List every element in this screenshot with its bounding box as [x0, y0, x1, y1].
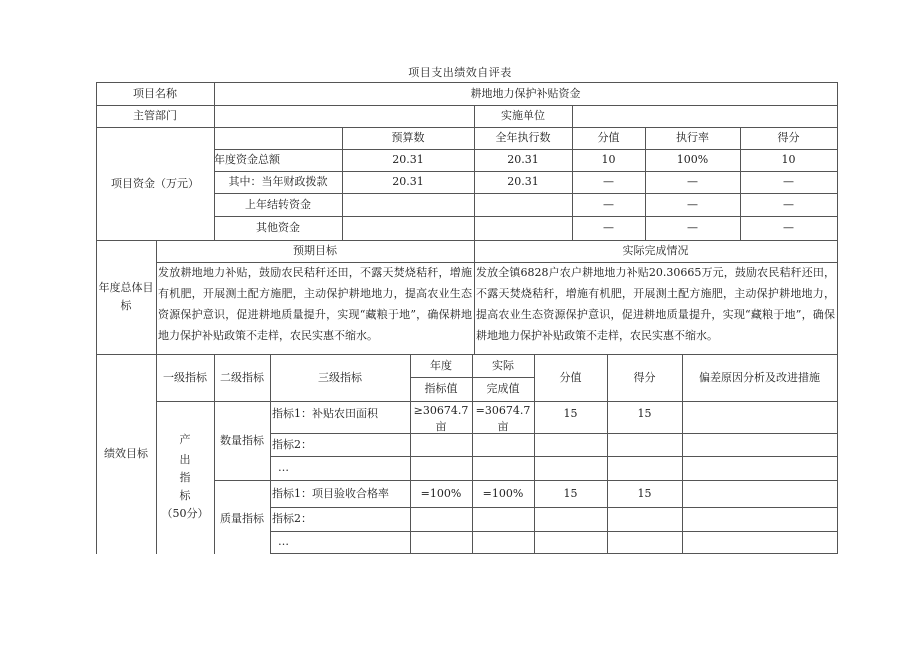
indicator-target [410, 531, 472, 553]
funds-row-label: 年度资金总额 [214, 153, 280, 167]
indicator-score-value [534, 433, 607, 456]
indicator-name: 指标1：项目验收合格率 [272, 486, 389, 500]
level2-quality: 质量指标 [220, 512, 264, 525]
indicator-score [607, 456, 682, 480]
funds-row-executed: 20.31 [507, 175, 539, 189]
level2-quantity: 数量指标 [220, 433, 264, 447]
indicator-analysis [682, 507, 837, 531]
header-score-value: 分值 [559, 370, 582, 384]
header-actual: 实际 [492, 358, 514, 372]
indicator-score-value [534, 456, 607, 480]
indicator-actual [472, 456, 534, 480]
funds-row-label: 其他资金 [256, 221, 300, 235]
indicator-actual [472, 433, 534, 456]
funds-header-score-value: 分值 [597, 131, 620, 145]
indicator-name: 指标1：补贴农田面积 [272, 407, 378, 420]
indicator-analysis [682, 433, 837, 456]
output-indicator-label [156, 401, 214, 554]
funds-section-label: 项目资金（万元） [111, 176, 199, 190]
indicator-analysis [682, 456, 837, 480]
expected-goal-header: 预期目标 [293, 244, 337, 258]
indicator-score [607, 433, 682, 456]
header-annual-sub: 指标值 [424, 382, 458, 396]
header-level1: 一级指标 [163, 370, 207, 384]
expected-goal-text: 发放耕地地力补贴，鼓励农民秸秆还田，不露天焚烧秸秆，增施有机肥，开展测土配方施肥，主动保护耕地地力，提高农业生态资源保护意识，促进耕地质量提升，实现“藏粮于地”，确保耕地地力保护补贴政策不走样，农民实惠不缩水。 [158, 266, 472, 342]
output-label-char: 产 [179, 433, 191, 446]
indicator-score: 15 [637, 407, 652, 420]
dept-label: 主管部门 [133, 109, 177, 123]
funds-row-score: — [783, 175, 794, 189]
performance-section-label: 绩效目标 [104, 447, 148, 461]
actual-result-header: 实际完成情况 [622, 244, 689, 258]
indicator-target [410, 507, 472, 531]
indicator-score [607, 531, 682, 553]
funds-row-score: — [783, 221, 794, 235]
header-level3: 三级指标 [318, 370, 362, 384]
indicator-actual: =30674.7亩 [475, 404, 531, 433]
header-analysis: 偏差原因分析及改进措施 [699, 370, 820, 384]
funds-row-label: 其中：当年财政拨款 [228, 175, 328, 189]
project-name-value: 耕地地力保护补贴资金 [470, 86, 581, 100]
funds-row-label: 上年结转资金 [245, 197, 311, 211]
indicator-analysis [682, 480, 837, 507]
funds-header-executed: 全年执行数 [495, 131, 551, 145]
funds-row-rate: — [687, 221, 698, 235]
header-actual-sub: 完成值 [486, 382, 520, 396]
header-score: 得分 [633, 370, 656, 384]
indicator-score [607, 507, 682, 531]
header-annual: 年度 [430, 358, 452, 372]
annual-goals-label: 年度总体目标 [98, 281, 154, 312]
funds-row-score: 10 [781, 153, 796, 167]
funds-row-budget [342, 216, 474, 240]
funds-row-executed [474, 193, 572, 216]
funds-header-score: 得分 [777, 131, 800, 145]
indicator-target: ≥30674.7亩 [413, 404, 469, 433]
unit-label: 实施单位 [501, 109, 545, 123]
indicator-actual: =100% [482, 486, 524, 500]
indicator-name: … [278, 535, 289, 549]
funds-row-rate: — [687, 175, 698, 189]
indicator-score-value: 15 [563, 486, 578, 500]
funds-row-budget [342, 193, 474, 216]
funds-row-score-value: — [603, 175, 614, 189]
indicator-target [410, 433, 472, 456]
indicator-name: … [278, 461, 289, 475]
table-title: 项目支出绩效自评表 [408, 66, 512, 79]
output-points: （50分） [161, 507, 209, 520]
indicator-analysis [682, 401, 837, 433]
indicator-score-value: 15 [563, 407, 578, 420]
indicator-score: 15 [637, 486, 652, 500]
funds-row-rate: 100% [676, 153, 709, 167]
funds-header-budget: 预算数 [391, 131, 425, 145]
indicator-analysis [682, 531, 837, 553]
indicator-score-value [534, 507, 607, 531]
output-label-char: 标 [179, 489, 191, 502]
indicator-actual [472, 507, 534, 531]
project-name-label: 项目名称 [133, 86, 177, 100]
output-label-char: 出 [179, 453, 191, 466]
unit-value [572, 105, 837, 127]
indicator-target: =100% [420, 486, 462, 500]
indicator-name: 指标2： [272, 437, 312, 451]
funds-row-budget: 20.31 [392, 175, 424, 189]
indicator-score-value [534, 531, 607, 553]
funds-header-rate: 执行率 [676, 131, 709, 145]
funds-row-score-value: — [603, 221, 614, 235]
funds-row-score-value: — [603, 197, 614, 211]
funds-row-score: — [783, 197, 794, 211]
indicator-target [410, 456, 472, 480]
funds-row-executed: 20.31 [507, 153, 539, 167]
funds-row-budget: 20.31 [392, 153, 424, 167]
indicator-actual [472, 531, 534, 553]
header-level2: 二级指标 [220, 370, 264, 384]
funds-row-rate: — [687, 197, 698, 211]
actual-result-text: 发放全镇6828户农户耕地地力补贴20.30665万元，鼓励农民秸秆还田，不露天焚烧秸秆，增施有机肥，开展测土配方施肥，主动保护耕地地力，提高农业生态资源保护意识，促进耕地质量提升，实现“藏粮于地”，确保耕地地力保护补贴政策不走样，农民实惠不缩水。 [476, 266, 835, 342]
output-label-char: 指 [179, 471, 191, 484]
funds-row-executed [474, 216, 572, 240]
funds-row-score-value: 10 [601, 153, 616, 167]
dept-value [214, 105, 474, 127]
indicator-name: 指标2： [272, 512, 312, 526]
